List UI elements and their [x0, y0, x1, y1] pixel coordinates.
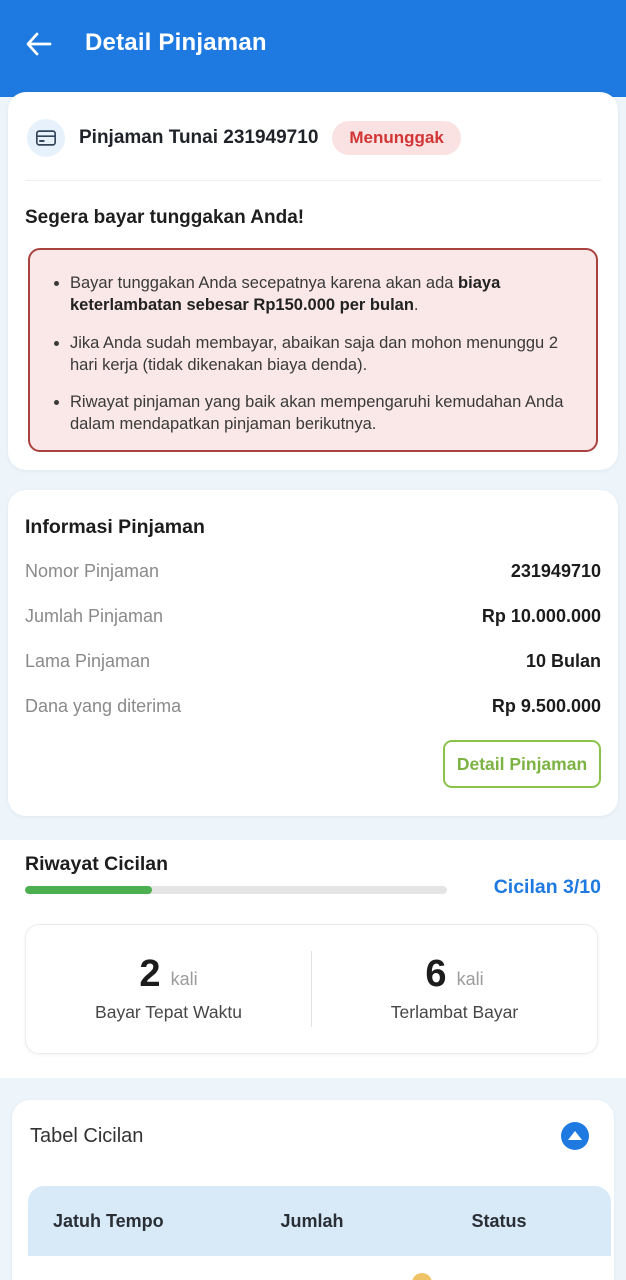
info-row-loan-number: Nomor Pinjaman 231949710	[25, 561, 601, 581]
back-button[interactable]	[22, 27, 56, 61]
column-header-status: Status	[471, 1210, 527, 1231]
divider	[25, 180, 601, 181]
credit-card-icon	[27, 119, 65, 157]
arrow-left-icon	[22, 27, 56, 61]
progress-fill	[25, 886, 152, 894]
stat-on-time: 2 kali Bayar Tepat Waktu	[95, 953, 242, 1022]
installment-progress-bar	[25, 886, 447, 894]
installment-history-heading: Riwayat Cicilan	[25, 853, 169, 875]
loan-title-row	[27, 119, 461, 157]
warning-bullet: • Riwayat pinjaman yang baik akan mempengaruhi kemudahan Anda dalam mendapatkan pinjaman berikutnya.	[70, 391, 572, 436]
loan-title: Pinjaman Tunai 231949710	[79, 127, 319, 148]
info-row-funds-received: Dana yang diterima Rp 9.500.000	[25, 696, 601, 716]
info-row-loan-term: Lama Pinjaman 10 Bulan	[25, 651, 601, 671]
payment-stats-card	[25, 924, 598, 1054]
column-header-amount: Jumlah	[280, 1210, 344, 1231]
loan-info-heading: Informasi Pinjaman	[25, 516, 205, 538]
loan-detail-button[interactable]: Detail Pinjaman	[443, 740, 601, 788]
installment-table-heading: Tabel Cicilan	[30, 1125, 144, 1147]
page-title: Detail Pinjaman	[85, 29, 267, 56]
table-row	[28, 1256, 611, 1280]
warning-box	[28, 248, 598, 452]
collapse-table-button[interactable]	[561, 1122, 589, 1150]
installment-history-section	[0, 840, 626, 1078]
warning-bullet: • Jika Anda sudah membayar, abaikan saja dan mohon menunggu 2 hari kerja (tidak dikenakan biaya denda).	[70, 332, 572, 377]
stat-late: 6 kali Terlambat Bayar	[390, 953, 519, 1022]
pending-status-icon	[412, 1273, 432, 1280]
warning-bullet: • Bayar tunggakan Anda secepatnya karena akan ada biaya keterlambatan sebesar Rp150.000 per bulan.	[70, 272, 572, 317]
loan-info-card	[8, 490, 618, 816]
loan-info-rows	[25, 549, 601, 729]
chevron-up-icon	[568, 1131, 582, 1140]
app-bar	[0, 0, 626, 97]
installment-table-card	[12, 1100, 614, 1280]
loan-summary-card	[8, 92, 618, 470]
installment-count-label: Cicilan 3/10	[493, 876, 601, 898]
warning-bullet-list	[70, 272, 572, 436]
table-header-row	[28, 1186, 611, 1256]
column-header-due-date: Jatuh Tempo	[53, 1210, 164, 1231]
status-badge: Menunggak	[332, 121, 460, 155]
warning-heading: Segera bayar tunggakan Anda!	[25, 207, 305, 228]
info-row-loan-amount: Jumlah Pinjaman Rp 10.000.000	[25, 606, 601, 626]
